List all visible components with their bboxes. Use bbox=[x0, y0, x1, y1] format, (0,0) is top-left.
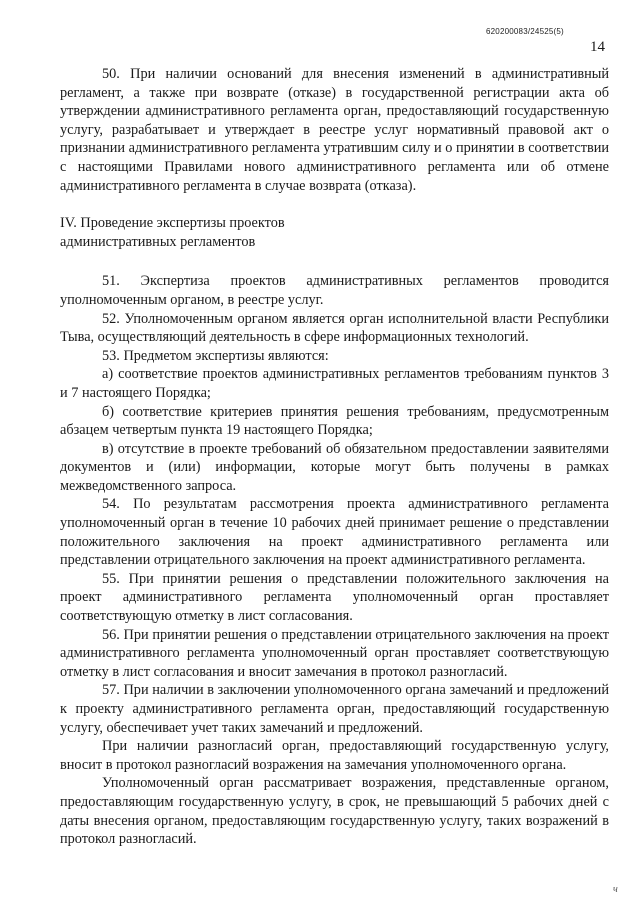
paragraph-53-b: б) соответствие критериев принятия решения требованиям, предусмотренным абзацем четвертым пункта 19 настоящего Порядка; bbox=[60, 403, 609, 439]
paragraph-53-c: в) отсутствие в проекте требований об обязательном предоставлении заявителями документов и (или) информации, которые могут быть получены в рамках межведомственного запроса. bbox=[60, 440, 609, 494]
paragraph-50: 50. При наличии оснований для внесения изменений в административный регламент, а также при возврате (отказе) в государственной регистрации акта об утверждении административного регламента орган, предоставляющий государственную услугу, разрабатывает и утверждает в реестре услуг нормативный правовой акт о признании административного регламента утратившим силу и о принятии в соответствии с настоящими Правилами нового административного регламента или об отмене административного регламента в случае возврата (отказа). bbox=[60, 66, 609, 194]
document-body bbox=[60, 65, 609, 849]
paragraph-57-disagreements: При наличии разногласий орган, предоставляющий государственную услугу, вносит в протокол разногласий возражения на замечания уполномоченного органа. bbox=[60, 738, 609, 773]
section-title-line-1: IV. Проведение экспертизы проектов bbox=[60, 215, 285, 232]
paragraph-53-a: а) соответствие проектов административных регламентов требованиям пунктов 3 и 7 настоящего Порядка; bbox=[60, 366, 609, 401]
section-title-line-2: административных регламентов bbox=[60, 233, 256, 250]
paragraph-53: 53. Предметом экспертизы являются: bbox=[102, 347, 329, 364]
document-id: 620200083/24525(5) bbox=[486, 27, 564, 36]
paragraph-51: 51. Экспертиза проектов административных регламентов проводится уполномоченным органом, в реестре услуг. bbox=[60, 273, 609, 308]
paragraph-56: 56. При принятии решения о представлении отрицательного заключения на проект административного регламента уполномоченный орган проставляет соответствующую отметку в лист согласования и вносит замечания в протокол разногласий. bbox=[60, 626, 609, 680]
corner-mark: ч bbox=[613, 884, 618, 895]
paragraph-52: 52. Уполномоченным органом является орган исполнительной власти Республики Тыва, осуществляющий деятельность в сфере информационных технологий. bbox=[60, 310, 609, 346]
paragraph-57-review: Уполномоченный орган рассматривает возражения, представленные органом, предоставляющим государственную услугу, в срок, не превышающий 5 рабочих дней с даты внесения органом, предоставляющим государственную услугу, таких возражений в протокол разногласий. bbox=[60, 775, 609, 848]
paragraph-54: 54. По результатам рассмотрения проекта административного регламента уполномоченный орган в течение 10 рабочих дней принимает решение о представлении положительного заключения на проект административного регламента или представлении отрицательного заключения на проект административного регламента. bbox=[60, 496, 609, 569]
section-title bbox=[60, 214, 609, 251]
paragraph-55: 55. При принятии решения о представлении положительного заключения на проект административного регламента уполномоченный орган проставляет соответствующую отметку в лист согласования. bbox=[60, 570, 609, 625]
page-number: 14 bbox=[590, 39, 605, 55]
paragraph-57: 57. При наличии в заключении уполномоченного органа замечаний и предложений к проекту административного регламента орган, предоставляющий государственную услугу, обеспечивает учет таких замечаний и предложений. bbox=[60, 682, 609, 736]
